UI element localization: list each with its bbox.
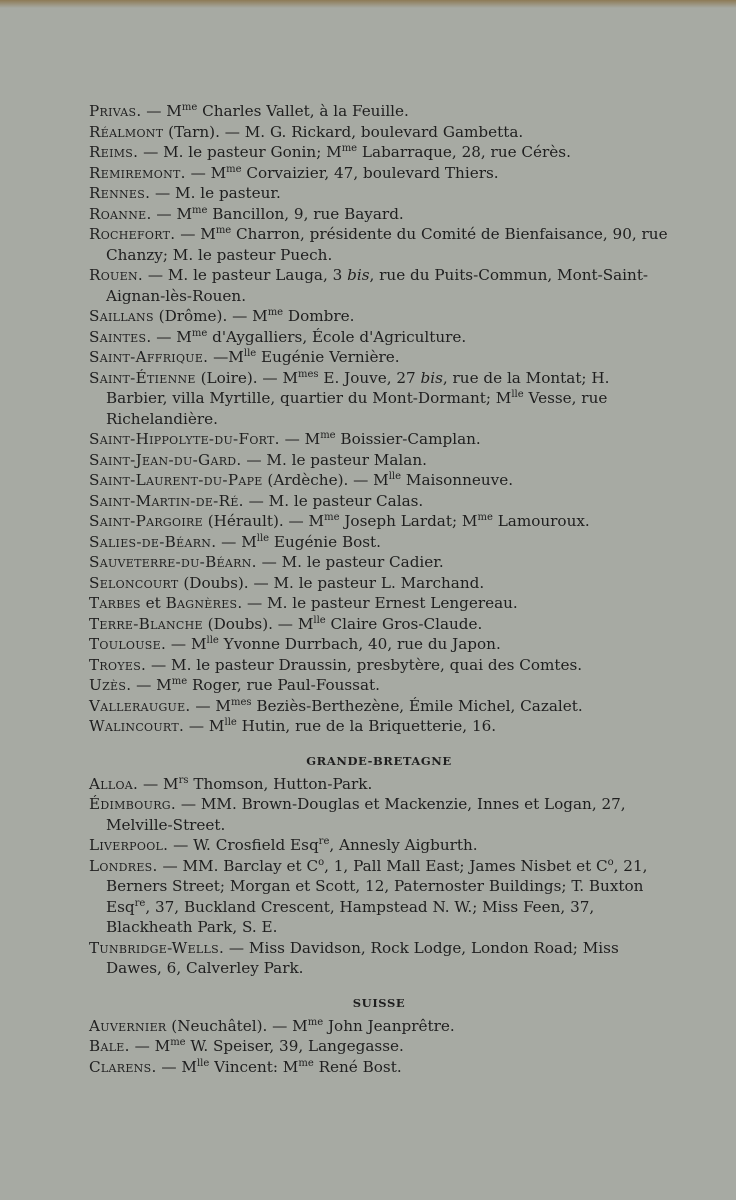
place-name: Liverpool.: [89, 836, 169, 854]
entry-details: — Miss Davidson, Rock Lodge, London Road; Miss Dawes, 6, Calverley Park.: [106, 938, 619, 977]
directory-entry: [89, 265, 669, 306]
place-name: Saint-Hippolyte-du-Fort.: [89, 430, 280, 448]
directory-entry: [89, 614, 669, 635]
directory-entry: [89, 552, 669, 573]
place-name: Édimbourg.: [89, 795, 176, 813]
entry-details: — M. le pasteur.: [150, 184, 281, 202]
entry-details: — M. le pasteur Gonin; $M^{me}$ Labarraque, 28, rue Cérès.: [138, 142, 571, 161]
directory-page: [89, 101, 669, 1077]
directory-entry: [89, 634, 669, 655]
place-name: Sauveterre-du-Béarn.: [89, 553, 257, 571]
place-name: Remiremont.: [89, 163, 186, 182]
directory-entry: [89, 224, 669, 265]
directory-entry: [89, 593, 669, 614]
directory-entry: [89, 142, 669, 163]
place-name: Saint-Martin-de-Ré.: [89, 491, 244, 510]
place-name: Alloa.: [89, 774, 139, 793]
entry-details: (Hérault). — $M^{me}$ Joseph Lardat; $M^{me}$ Lamouroux.: [202, 511, 590, 530]
place-name: Saint-Affrique.: [89, 348, 209, 366]
entry-details: — $M^{lle}$ Eugénie Bost.: [216, 532, 381, 551]
place-name: Troyes.: [89, 655, 147, 674]
entry-details: — $M^{me}$ W. Speiser, 39, Langegasse.: [129, 1036, 404, 1055]
directory-entry: [89, 573, 669, 594]
place-name: Saillans: [89, 307, 154, 325]
directory-entry: [89, 429, 669, 450]
place-name: Saint-Laurent-du-Pape: [89, 471, 263, 489]
directory-entry: [89, 122, 669, 143]
entry-details: (Tarn). — M. G. Rickard, boulevard Gambetta.: [163, 122, 524, 141]
place-name: Saint-Jean-du-Gard.: [89, 450, 242, 469]
directory-entry: [89, 368, 669, 430]
directory-entry: [89, 1016, 669, 1037]
entry-details: (Drôme). — $M^{me}$ Dombre.: [153, 306, 355, 325]
entry-details: — $M^{me}$ Charron, présidente du Comité de Bienfaisance, 90, rue Chanzy; M. le pasteur Puech.: [106, 224, 668, 264]
directory-entry: [89, 675, 669, 696]
place-name: Privas.: [89, 102, 142, 120]
directory-entry: [89, 327, 669, 348]
place-name: Clarens.: [89, 1057, 157, 1076]
directory-entry: [89, 835, 669, 856]
place-name: Roanne.: [89, 204, 152, 223]
place-name: Uzès.: [89, 676, 132, 694]
entry-details: (Doubs). — M. le pasteur L. Marchand.: [178, 573, 485, 592]
directory-entry: [89, 183, 669, 204]
entry-details: — $M^{me}$ Roger, rue Paul-Foussat.: [131, 675, 380, 694]
directory-entry: [89, 347, 669, 368]
place-name: Saint-Étienne: [89, 368, 196, 387]
place-name: Bale.: [89, 1037, 130, 1055]
place-name: Seloncourt: [89, 573, 179, 592]
entry-details: (Neuchâtel). — $M^{me}$ John Jeanprêtre.: [166, 1016, 455, 1035]
entry-details: (Doubs). — $M^{lle}$ Claire Gros-Claude.: [202, 614, 483, 633]
place-name: Rochefort.: [89, 225, 176, 243]
entry-details: — M. le pasteur Draussin, presbytère, quai des Comtes.: [146, 655, 583, 674]
place-name: Salies-de-Béarn.: [89, 532, 217, 551]
entry-details: — MM. Brown-Douglas et Mackenzie, Innes et Logan, 27, Melville-Street.: [106, 795, 626, 834]
section-title: SUISSE: [352, 995, 406, 1010]
entry-details: — $M^{rs}$ Thomson, Hutton-Park.: [138, 774, 373, 793]
directory-entry: [89, 1036, 669, 1057]
directory-entry: [89, 938, 669, 979]
directory-entry: [89, 774, 669, 795]
directory-entry: [89, 101, 669, 122]
directory-entry: [89, 532, 669, 553]
entry-details: — W. Crosfield Esq$^{re}$, Annesly Aigburth.: [168, 835, 478, 854]
place-name: Réalmont: [89, 122, 164, 141]
directory-entry: [89, 470, 669, 491]
entry-details: (Loire). — $M^{mes}$ E. Jouve, 27 bis, rue de la Montat; H. Barbier, villa Myrtille, quartier du Mont-Dormant; $M^{lle}$ Vesse, rue Richelandière.: [106, 368, 610, 428]
entry-details: — $M^{mes}$ Beziès-Berthezène, Émile Michel, Cazalet.: [190, 696, 583, 715]
entry-details: — $M^{me}$ d'Aygalliers, École d'Agriculture.: [151, 327, 467, 346]
entry-details: — $M^{me}$ Bancillon, 9, rue Bayard.: [151, 204, 404, 223]
entry-details: — M. le pasteur Malan.: [241, 450, 427, 469]
entry-details: — $M^{lle}$ Yvonne Durrbach, 40, rue du Japon.: [166, 634, 501, 653]
directory-entry: [89, 1057, 669, 1078]
directory-entry: [89, 163, 669, 184]
entry-details: — $M^{me}$ Corvaizier, 47, boulevard Thiers.: [185, 163, 499, 182]
place-name: Saint-Pargoire: [89, 512, 203, 530]
place-name: Londres.: [89, 856, 158, 875]
directory-entry: [89, 306, 669, 327]
entry-details: et Bagnères. — M. le pasteur Ernest Lengereau.: [140, 594, 518, 612]
directory-entry: [89, 511, 669, 532]
entry-details: — M. le pasteur Cadier.: [256, 553, 444, 571]
place-name: Valleraugue.: [89, 696, 191, 715]
entry-details: — MM. Barclay et $C^o$, 1, Pall Mall East; James Nisbet et $C^o$, 21, Berners Street; Morgan et Scott, 12, Paternoster Buildings; T. Buxton Esq$^{re}$, 37, Buckland Crescent, Hampstead N. W.; Miss Feen, 37, Blackheath Park, S. E.: [106, 856, 648, 936]
entry-details: — $M^{me}$ Charles Vallet, à la Feuille.: [141, 101, 409, 120]
directory-entry: [89, 491, 669, 512]
directory-entry: [89, 794, 669, 835]
place-name: Terre-Blanche: [89, 614, 203, 633]
entry-details: — $M^{me}$ Boissier-Camplan.: [279, 429, 481, 448]
place-name: Reims.: [89, 143, 139, 161]
place-name: Rennes.: [89, 184, 151, 202]
entry-details: — $M^{lle}$ Hutin, rue de la Briquetterie, 16.: [184, 716, 497, 735]
directory-entry: [89, 696, 669, 717]
directory-entry: [89, 655, 669, 676]
entry-details: — M. le pasteur Calas.: [243, 491, 424, 510]
place-name: Walincourt.: [89, 717, 185, 735]
place-name: Tarbes: [89, 594, 141, 612]
section-title: GRANDE-BRETAGNE: [306, 753, 452, 768]
entry-details: (Ardèche). — $M^{lle}$ Maisonneuve.: [262, 470, 514, 489]
place-name: Toulouse.: [89, 635, 167, 653]
directory-entry: [89, 450, 669, 471]
entry-details: $—M^{lle}$ Eugénie Vernière.: [208, 347, 400, 366]
directory-entry: [89, 856, 669, 938]
entry-details: — M. le pasteur Lauga, 3 bis, rue du Puits-Commun, Mont-Saint-Aignan-lès-Rouen.: [106, 266, 649, 305]
directory-entry: [89, 716, 669, 737]
entry-details: — $M^{lle}$ Vincent: $M^{me}$ René Bost.: [156, 1057, 402, 1076]
place-name: Rouen.: [89, 266, 144, 284]
directory-entry: [89, 204, 669, 225]
page-edge: [0, 0, 736, 8]
place-name: Tunbridge-Wells.: [89, 938, 225, 957]
place-name: Auvernier: [89, 1016, 167, 1035]
place-name: Saintes.: [89, 327, 152, 346]
